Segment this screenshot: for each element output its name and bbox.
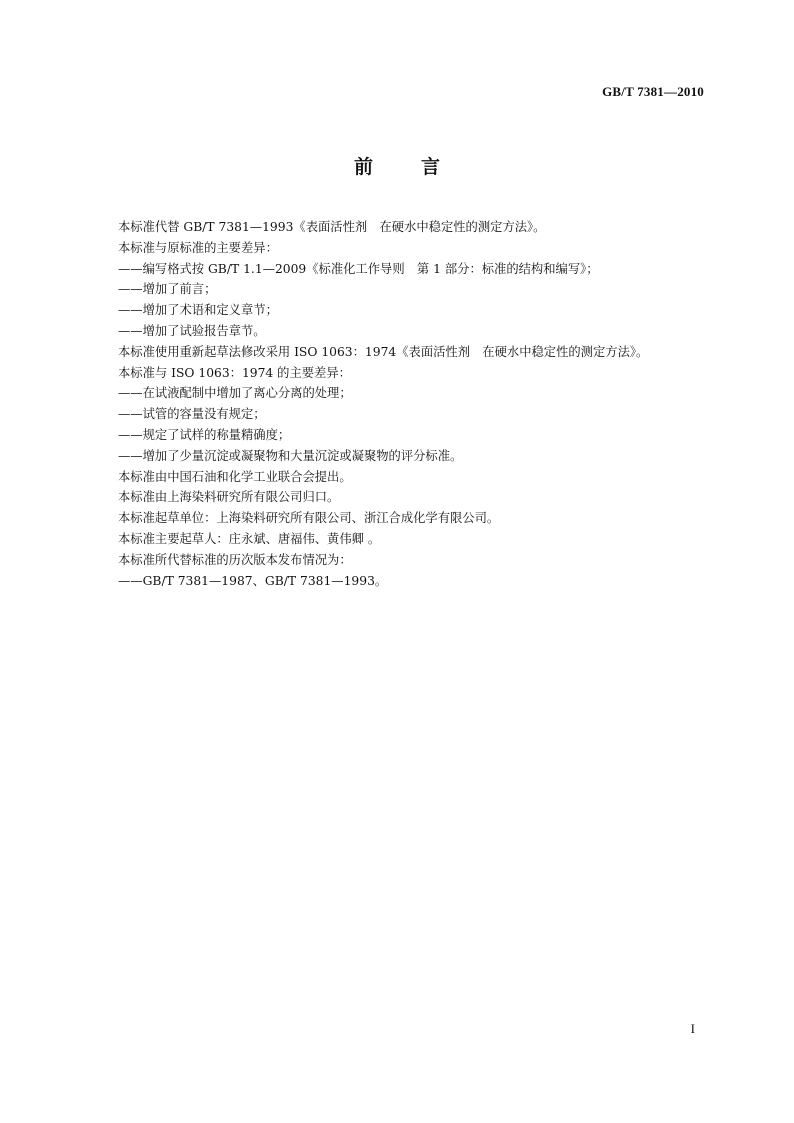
preface-line: ——增加了试验报告章节。: [118, 323, 266, 338]
preface-line: 本标准使用重新起草法修改采用 ISO 1063：1974《表面活性剂 在硬水中稳定性的测定方法》。: [118, 344, 649, 359]
preface-line: ——增加了少量沉淀或凝聚物和大量沉淀或凝聚物的评分标准。: [118, 448, 463, 463]
preface-line: ——规定了试样的称量精确度；: [118, 427, 291, 442]
page-number: I: [690, 1021, 695, 1036]
preface-line: 本标准代替 GB/T 7381—1993《表面活性剂 在硬水中稳定性的测定方法》。: [118, 220, 546, 234]
preface-body: [118, 217, 718, 591]
preface-line: 本标准与原标准的主要差异：: [118, 240, 278, 255]
page-title-char-1: 前: [353, 156, 373, 178]
page-title: [0, 152, 794, 179]
document-code: GB/T 7381—2010: [602, 84, 704, 99]
preface-line: 本标准主要起草人：庄永斌、唐福伟、黄伟卿 。: [118, 531, 381, 546]
preface-line: ——编写格式按 GB/T 1.1—2009《标准化工作导则 第 1 部分：标准的结构和编写》；: [118, 261, 599, 276]
preface-line: 本标准所代替标准的历次版本发布情况为：: [118, 552, 352, 567]
preface-line: 本标准由中国石油和化学工业联合会提出。: [118, 469, 352, 484]
preface-line: 本标准起草单位：上海染料研究所有限公司、浙江合成化学有限公司。: [118, 511, 500, 526]
page-title-char-2: 言: [421, 156, 441, 178]
preface-line: 本标准由上海染料研究所有限公司归口。: [118, 490, 340, 505]
preface-line: ——GB/T 7381—1987、GB/T 7381—1993。: [118, 573, 388, 588]
preface-line: ——在试液配制中增加了离心分离的处理；: [118, 386, 352, 401]
preface-line: ——增加了前言；: [118, 282, 217, 297]
preface-line: ——增加了术语和定义章节；: [118, 303, 278, 318]
preface-line: 本标准与 ISO 1063：1974 的主要差异：: [118, 365, 351, 380]
preface-line: ——试管的容量没有规定；: [118, 407, 266, 422]
